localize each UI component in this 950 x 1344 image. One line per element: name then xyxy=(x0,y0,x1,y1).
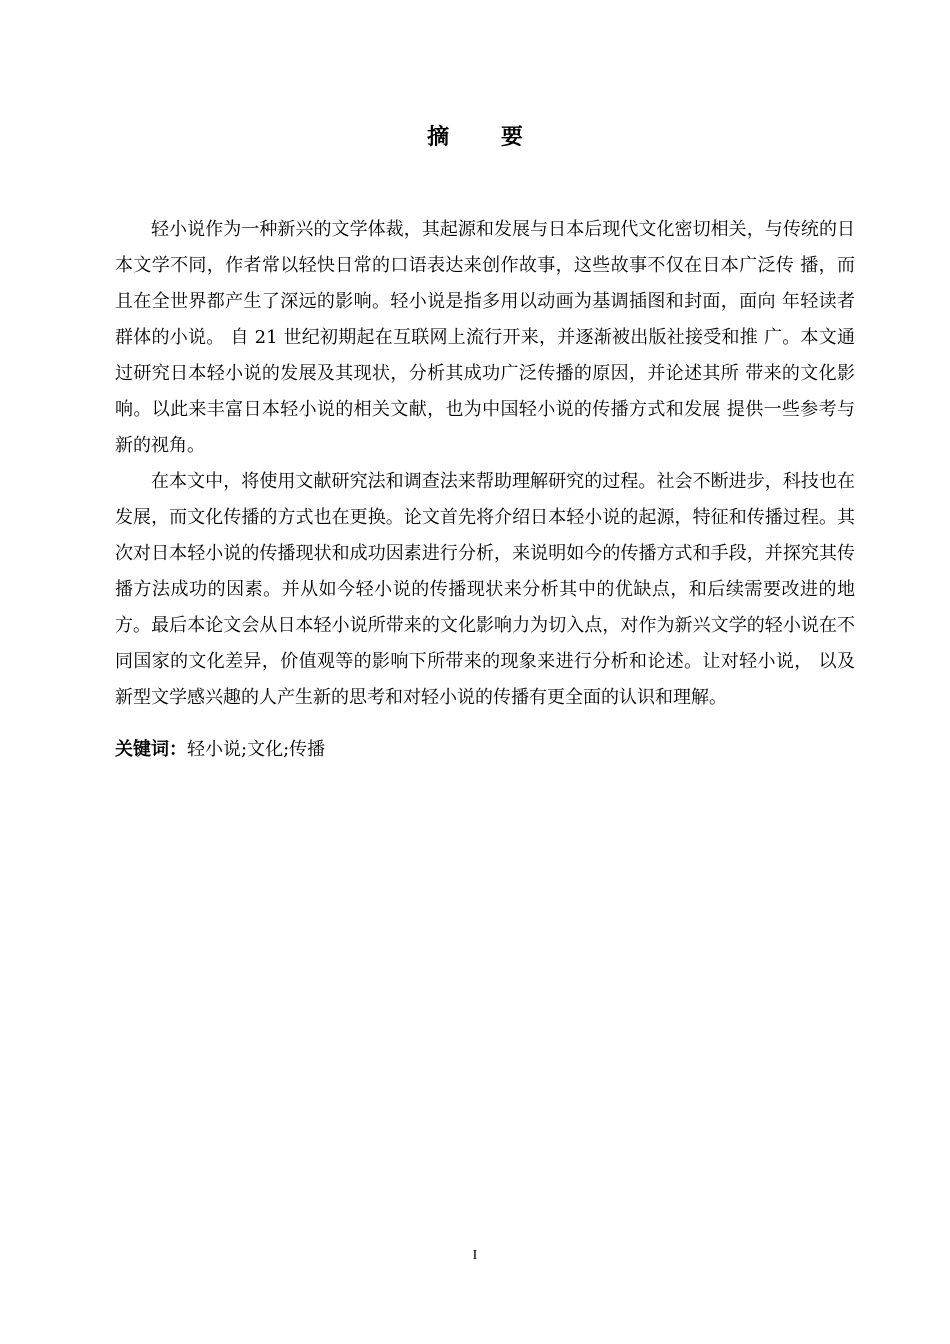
abstract-paragraph-1: 轻小说作为一种新兴的文学体裁，其起源和发展与日本后现代文化密切相关，与传统的日本文学不同，作者常以轻快日常的口语表达来创作故事，这些故事不仅在日本广泛传 播，而且在全世界都产生了深远的影响。轻小说是指多用以动画为基调插图和封面，面向 年轻读者群体的小说。 自 21 世纪初期起在互联网上流行开来，并逐渐被出版社接受和推 广。本文通过研究日本轻小说的发展及其现状，分析其成功广泛传播的原因，并论述其所 带来的文化影响。以此来丰富日本轻小说的相关文献，也为中国轻小说的传播方式和发展 提供一些参考与新的视角。 xyxy=(115,219,855,456)
abstract-paragraph-2: 在本文中，将使用文献研究法和调查法来帮助理解研究的过程。社会不断进步，科技也在发展，而文化传播的方式也在更换。论文首先将介绍日本轻小说的起源，特征和传播过程。其次对日本轻小说的传播现状和成功因素进行分析，来说明如今的传播方式和手段，并探究其传播方法成功的因素。并从如今轻小说的传播现状来分析其中的优缺点，和后续需要改进的地方。最后本论文会从日本轻小说所带来的文化影响力为切入点，对作为新兴文学的轻小说在不同国家的文化差异，价值观等的影响下所带来的现象来进行分析和论述。让对轻小说， 以及新型文学感兴趣的人产生新的思考和对轻小说的传播有更全面的认识和理解。 xyxy=(115,471,855,708)
keywords-line xyxy=(115,733,325,767)
keywords-label: 关键词： xyxy=(115,739,187,760)
page-number: I xyxy=(472,1248,478,1263)
abstract-body xyxy=(115,212,855,716)
keywords-value: 轻小说;文化;传播 xyxy=(187,739,326,760)
abstract-title: 摘 要 xyxy=(427,125,545,150)
